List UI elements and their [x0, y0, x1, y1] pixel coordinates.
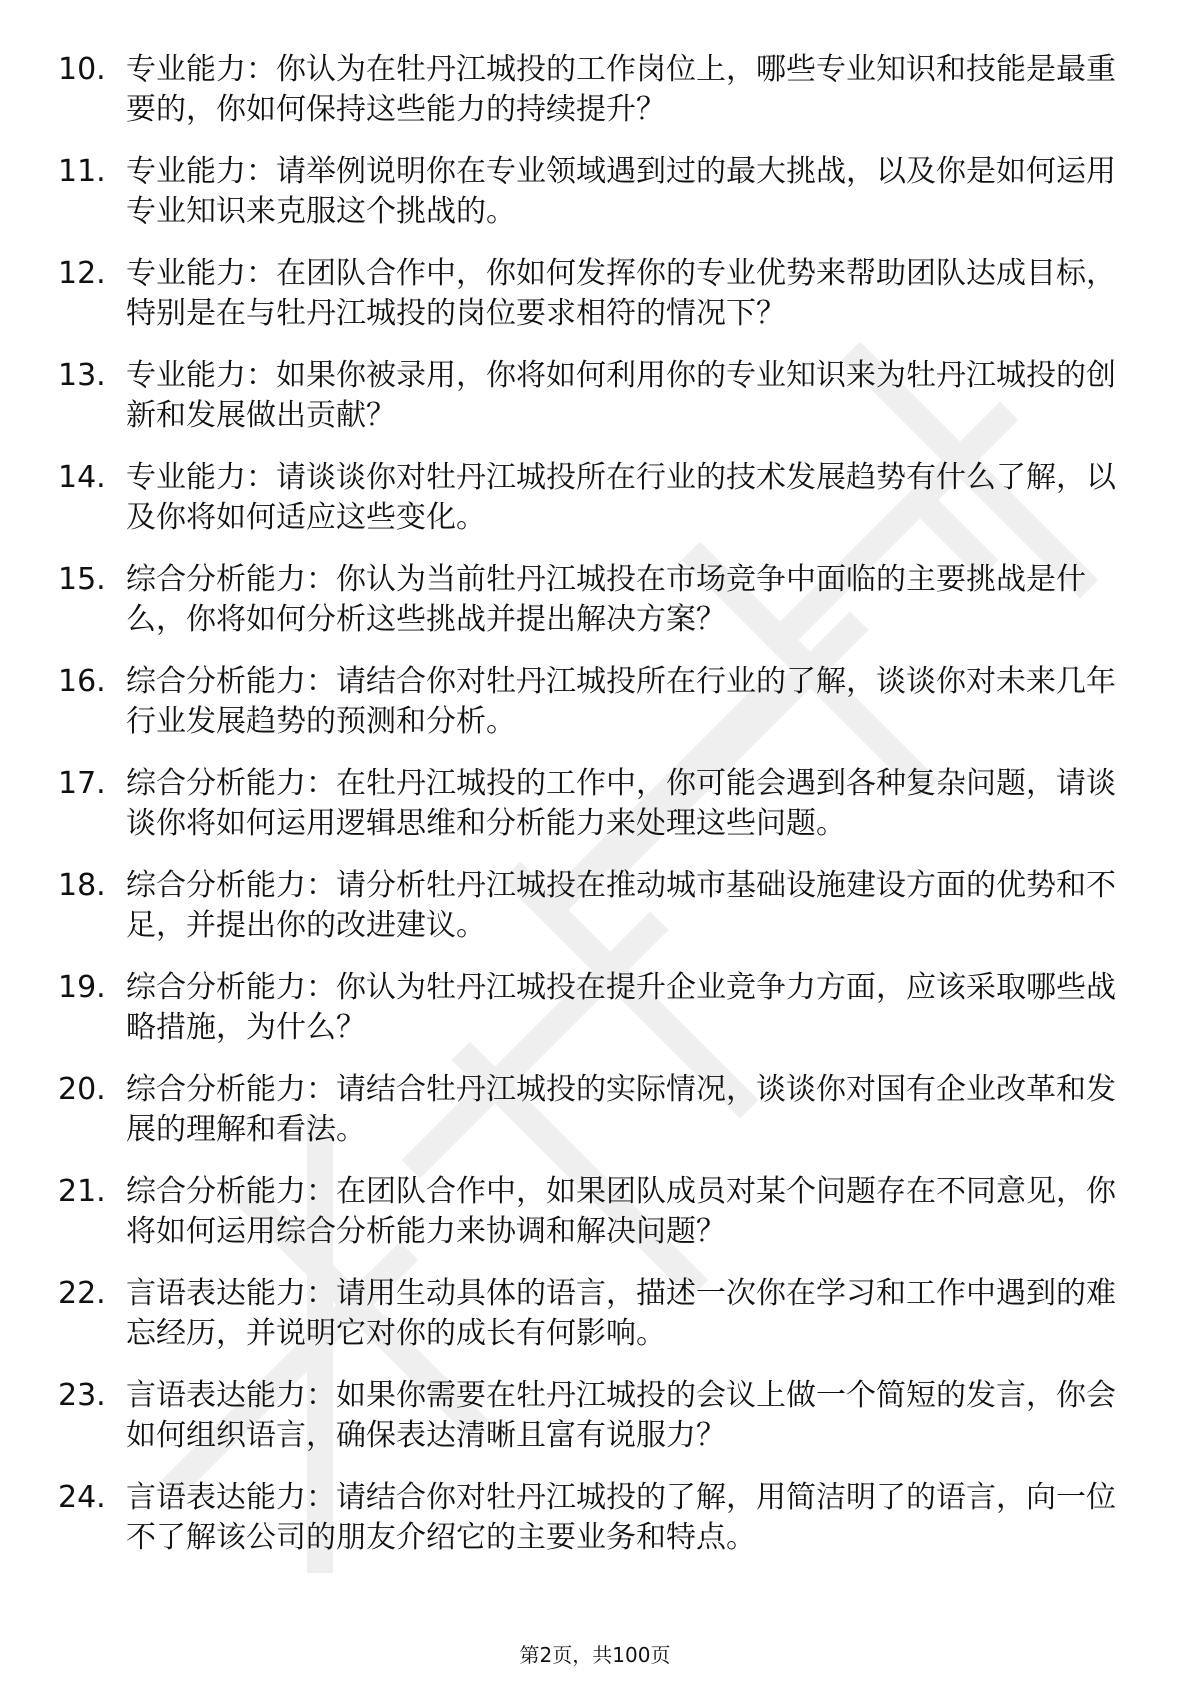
question-text: 专业能力：请谈谈你对牡丹江城投所在行业的技术发展趋势有什么了解，以及你将如何适应这些变化。 — [126, 460, 1116, 535]
question-number: 12. — [58, 256, 106, 291]
question-text: 专业能力：你认为在牡丹江城投的工作岗位上，哪些专业知识和技能是最重要的，你如何保持这些能力的持续提升？ — [126, 52, 1116, 127]
question-item — [58, 50, 1138, 130]
question-number: 24. — [58, 1480, 106, 1515]
question-text: 综合分析能力：请结合你对牡丹江城投所在行业的了解，谈谈你对未来几年行业发展趋势的预测和分析。 — [126, 664, 1116, 739]
question-item — [58, 458, 1138, 538]
question-text: 综合分析能力：请分析牡丹江城投在推动城市基础设施建设方面的优势和不足，并提出你的改进建议。 — [126, 868, 1116, 943]
question-item — [58, 866, 1138, 946]
question-item — [58, 1478, 1138, 1558]
question-text: 综合分析能力：在团队合作中，如果团队成员对某个问题存在不同意见，你将如何运用综合分析能力来协调和解决问题？ — [126, 1174, 1116, 1249]
question-text: 综合分析能力：在牡丹江城投的工作中，你可能会遇到各种复杂问题，请谈谈你将如何运用逻辑思维和分析能力来处理这些问题。 — [126, 766, 1116, 841]
question-number: 21. — [58, 1174, 106, 1209]
question-number: 11. — [58, 154, 106, 189]
question-text: 言语表达能力：请用生动具体的语言，描述一次你在学习和工作中遇到的难忘经历，并说明它对你的成长有何影响。 — [126, 1276, 1116, 1351]
question-number: 19. — [58, 970, 106, 1005]
question-number: 17. — [58, 766, 106, 801]
question-text: 言语表达能力：请结合你对牡丹江城投的了解，用简洁明了的语言，向一位不了解该公司的朋友介绍它的主要业务和特点。 — [126, 1480, 1116, 1555]
question-list — [58, 50, 1138, 1580]
question-item — [58, 764, 1138, 844]
question-text: 综合分析能力：你认为牡丹江城投在提升企业竞争力方面，应该采取哪些战略措施，为什么？ — [126, 970, 1116, 1045]
question-text: 专业能力：在团队合作中，你如何发挥你的专业优势来帮助团队达成目标，特别是在与牡丹江城投的岗位要求相符的情况下？ — [126, 256, 1116, 331]
question-number: 23. — [58, 1378, 106, 1413]
question-item — [58, 1274, 1138, 1354]
question-item — [58, 560, 1138, 640]
question-text: 言语表达能力：如果你需要在牡丹江城投的会议上做一个简短的发言，你会如何组织语言，确保表达清晰且富有说服力？ — [126, 1378, 1116, 1453]
question-item — [58, 356, 1138, 436]
question-item — [58, 662, 1138, 742]
question-text: 专业能力：如果你被录用，你将如何利用你的专业知识来为牡丹江城投的创新和发展做出贡献？ — [126, 358, 1116, 433]
page-footer: 第2页，共100页 — [519, 1643, 671, 1667]
question-number: 13. — [58, 358, 106, 393]
question-number: 20. — [58, 1072, 106, 1107]
question-number: 16. — [58, 664, 106, 699]
question-item — [58, 254, 1138, 334]
question-number: 22. — [58, 1276, 106, 1311]
question-number: 14. — [58, 460, 106, 495]
question-item — [58, 1376, 1138, 1456]
question-item — [58, 1070, 1138, 1150]
question-text: 综合分析能力：你认为当前牡丹江城投在市场竞争中面临的主要挑战是什么，你将如何分析这些挑战并提出解决方案？ — [126, 562, 1086, 637]
question-item — [58, 1172, 1138, 1252]
question-item — [58, 968, 1138, 1048]
question-number: 18. — [58, 868, 106, 903]
question-number: 15. — [58, 562, 106, 597]
question-number: 10. — [58, 52, 106, 87]
question-item — [58, 152, 1138, 232]
question-text: 专业能力：请举例说明你在专业领域遇到过的最大挑战，以及你是如何运用专业知识来克服这个挑战的。 — [126, 154, 1116, 229]
question-text: 综合分析能力：请结合牡丹江城投的实际情况，谈谈你对国有企业改革和发展的理解和看法。 — [126, 1072, 1116, 1147]
